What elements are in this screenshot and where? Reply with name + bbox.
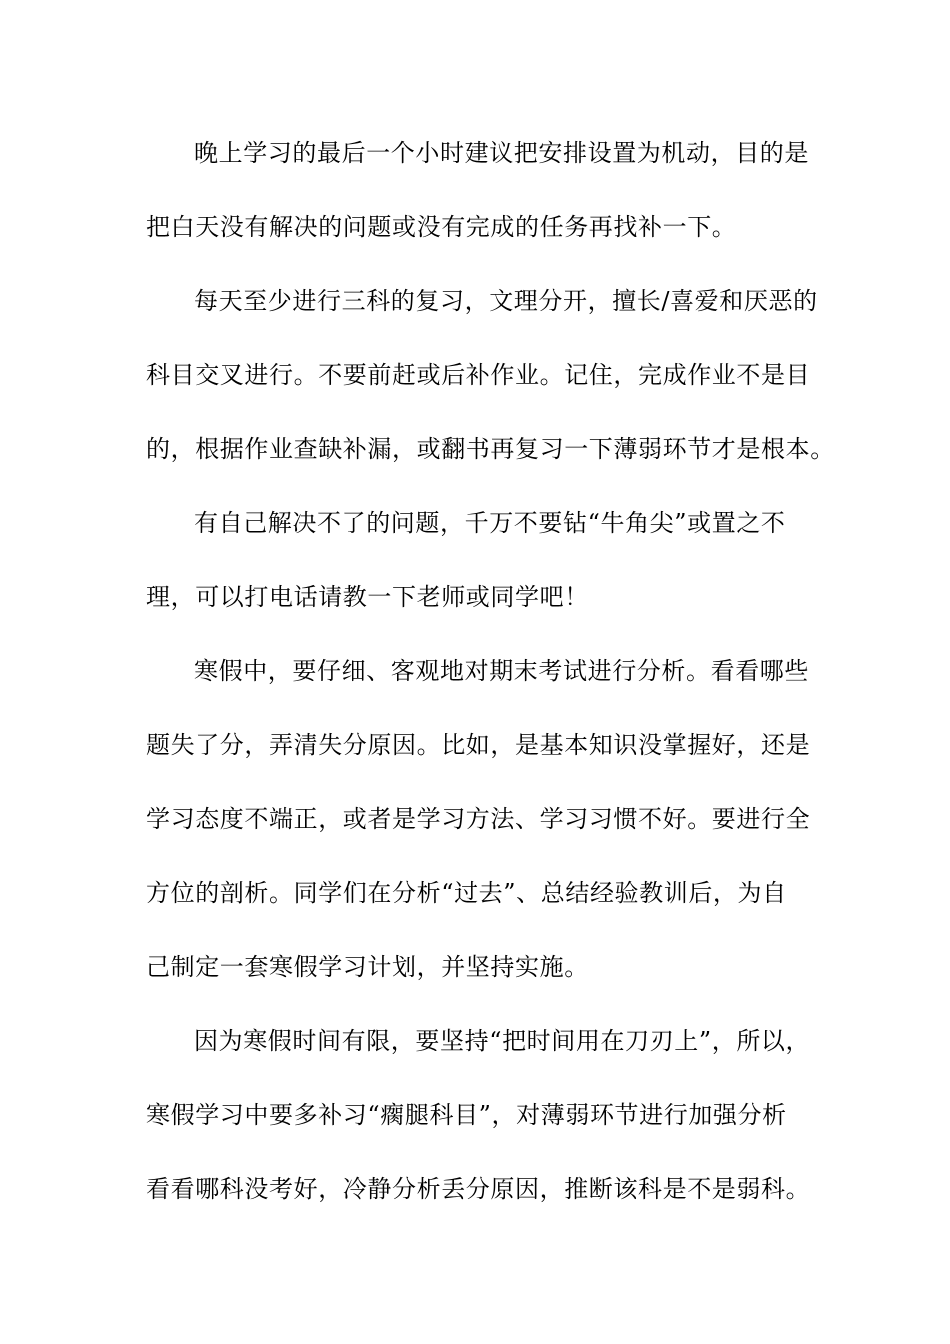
paragraph-1-line-2: 把白天没有解决的问题或没有完成的任务再找补一下。 xyxy=(146,213,737,241)
paragraph-4-line-5: 己制定一套寒假学习计划，并坚持实施。 xyxy=(146,953,589,981)
paragraph-4-line-1: 寒假中，要仔细、客观地对期末考试进行分析。看看哪些 xyxy=(194,657,809,685)
paragraph-4-line-3: 学习态度不端正，或者是学习方法、学习习惯不好。要进行全 xyxy=(146,805,811,833)
document-body xyxy=(146,128,835,1238)
paragraph-4-line-4: 方位的剖析。同学们在分析“过去”、总结经验教训后，为自 xyxy=(146,879,787,907)
paragraph-2-line-1: 每天至少进行三科的复习，文理分开，擅长/喜爱和厌恶的 xyxy=(194,287,818,315)
paragraph-5-line-3: 看看哪科没考好，冷静分析丢分原因，推断该科是不是弱科。 xyxy=(146,1175,811,1203)
paragraph-4-line-2: 题失了分，弄清失分原因。比如，是基本知识没掌握好，还是 xyxy=(146,731,811,759)
paragraph-5-line-2: 寒假学习中要多补习“瘸腿科目”，对薄弱环节进行加强分析 xyxy=(146,1101,787,1129)
paragraph-3-line-2: 理，可以打电话请教一下老师或同学吧！ xyxy=(146,583,589,611)
paragraph-5-line-1: 因为寒假时间有限，要坚持“把时间用在刀刃上”，所以， xyxy=(194,1027,811,1055)
paragraph-3-line-1: 有自己解决不了的问题，千万不要钻“牛角尖”或置之不 xyxy=(194,509,786,537)
paragraph-2-line-2: 科目交叉进行。不要前赶或后补作业。记住，完成作业不是目 xyxy=(146,361,811,389)
paragraph-1-line-1: 晚上学习的最后一个小时建议把安排设置为机动，目的是 xyxy=(194,139,809,167)
paragraph-2-line-3: 的，根据作业查缺补漏，或翻书再复习一下薄弱环节才是根本。 xyxy=(146,435,835,463)
